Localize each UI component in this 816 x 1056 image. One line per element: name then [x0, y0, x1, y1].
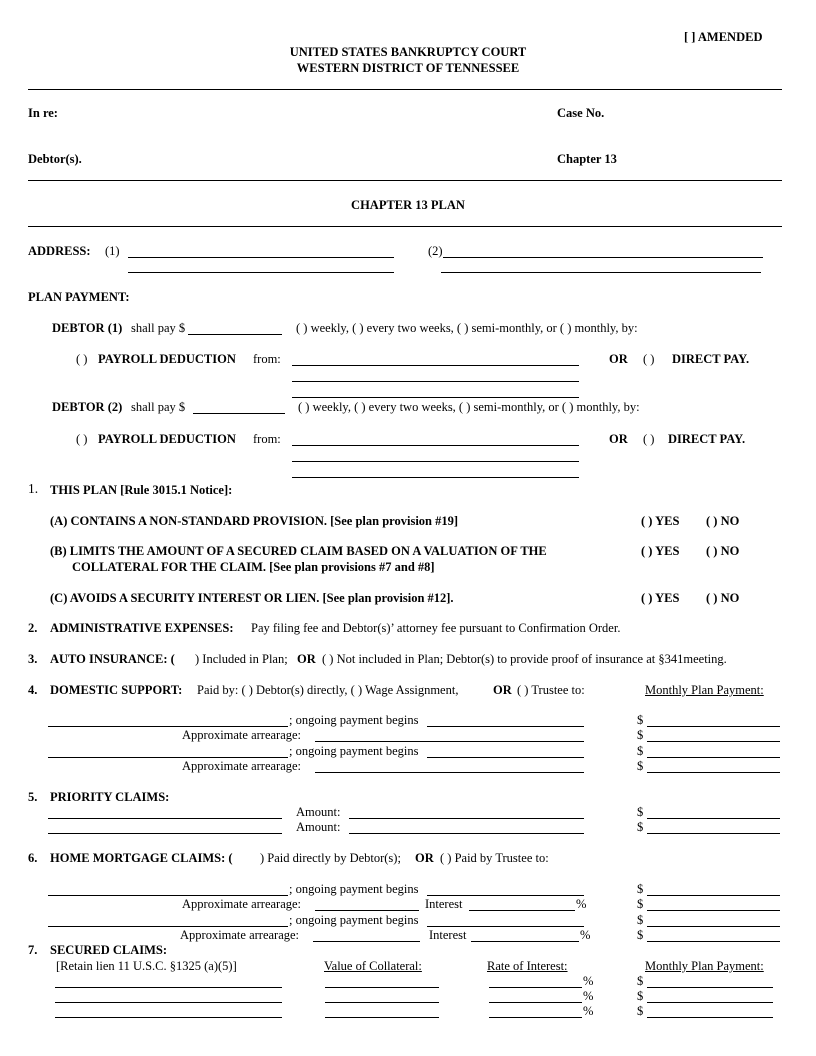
- debtor-2-frequency-options[interactable]: ( ) weekly, ( ) every two weeks, ( ) semi-monthly, or ( ) monthly, by:: [298, 400, 640, 414]
- section-2-number: 2.: [28, 621, 38, 635]
- address-1-line-1[interactable]: [128, 257, 394, 258]
- paid-directly-option[interactable]: ) Paid directly by Debtor(s);: [260, 851, 401, 865]
- provision-a-yes[interactable]: ( ) YES: [641, 514, 680, 528]
- debtor-2-shall-pay: shall pay $: [131, 400, 186, 414]
- or-label: OR: [609, 352, 628, 366]
- plan-payment-heading: PLAN PAYMENT:: [28, 290, 130, 304]
- section-4-title: DOMESTIC SUPPORT:: [50, 683, 183, 697]
- monthly-payment-field[interactable]: [647, 910, 780, 911]
- ongoing-date-field[interactable]: [427, 757, 584, 758]
- court-name: UNITED STATES BANKRUPTCY COURT: [289, 45, 527, 59]
- section-3-number: 3.: [28, 652, 38, 666]
- arrearage-label: Approximate arrearage:: [182, 759, 302, 773]
- percent-sign: %: [580, 928, 591, 942]
- monthly-plan-payment-header: Monthly Plan Payment:: [645, 683, 764, 697]
- employer-line[interactable]: [292, 381, 579, 382]
- monthly-payment-field[interactable]: [647, 741, 780, 742]
- trustee-to-option[interactable]: ( ) Trustee to:: [517, 683, 585, 697]
- debtor-1-payroll-checkbox[interactable]: ( ): [76, 352, 88, 366]
- collateral-value-field[interactable]: [325, 987, 439, 988]
- provision-c: (C) AVOIDS A SECURITY INTEREST OR LIEN. [See plan provision #12].: [50, 591, 454, 605]
- provision-c-yes[interactable]: ( ) YES: [641, 591, 680, 605]
- or-label: OR: [297, 652, 316, 666]
- direct-pay-label: DIRECT PAY.: [668, 432, 746, 446]
- section-2-text: Pay filing fee and Debtor(s)’ attorney fee pursuant to Confirmation Order.: [251, 621, 621, 635]
- debtor-1-label: DEBTOR (1): [52, 321, 123, 335]
- chapter-label: Chapter 13: [557, 152, 617, 166]
- priority-creditor-field[interactable]: [48, 833, 282, 834]
- monthly-payment-field[interactable]: [647, 833, 780, 834]
- payroll-deduction-label: PAYROLL DEDUCTION: [98, 352, 236, 366]
- monthly-payment-field[interactable]: [647, 818, 780, 819]
- monthly-payment-field[interactable]: [647, 941, 780, 942]
- collateral-value-field[interactable]: [325, 1002, 439, 1003]
- section-5-title: PRIORITY CLAIMS:: [50, 790, 170, 804]
- or-label: OR: [493, 683, 512, 697]
- address-2-line-1[interactable]: [443, 257, 763, 258]
- amended-checkbox[interactable]: [ ] AMENDED: [684, 30, 763, 44]
- monthly-payment-field[interactable]: [647, 757, 780, 758]
- address-label: ADDRESS:: [28, 244, 91, 258]
- percent-sign: %: [583, 974, 594, 988]
- ongoing-label: ; ongoing payment begins: [289, 882, 419, 896]
- provision-a: (A) CONTAINS A NON-STANDARD PROVISION. [See plan provision #19]: [50, 514, 459, 528]
- mortgage-creditor-field[interactable]: [48, 926, 288, 927]
- section-7-number: 7.: [28, 943, 38, 957]
- address-2-line-2[interactable]: [441, 272, 761, 273]
- amount-label: Amount:: [296, 805, 341, 819]
- mortgage-creditor-field[interactable]: [48, 895, 288, 896]
- dollar-sign: $: [637, 1004, 644, 1018]
- dollar-sign: $: [637, 897, 644, 911]
- provision-b-line-2: COLLATERAL FOR THE CLAIM. [See plan provisions #7 and #8]: [72, 560, 435, 574]
- provision-b-line-1: (B) LIMITS THE AMOUNT OF A SECURED CLAIM BASED ON A VALUATION OF THE: [50, 544, 547, 558]
- employer-line[interactable]: [292, 445, 579, 446]
- dollar-sign: $: [637, 713, 644, 727]
- provision-a-no[interactable]: ( ) NO: [706, 514, 740, 528]
- arrearage-label: Approximate arrearage:: [182, 728, 302, 742]
- recipient-field[interactable]: [48, 726, 288, 727]
- address-1-line-2[interactable]: [128, 272, 394, 273]
- secured-creditor-field[interactable]: [55, 987, 282, 988]
- retain-lien-note: [Retain lien 11 U.S.C. §1325 (a)(5)]: [56, 959, 237, 973]
- section-1-title: THIS PLAN [Rule 3015.1 Notice]:: [50, 483, 233, 497]
- section-5-number: 5.: [28, 790, 38, 804]
- monthly-payment-field[interactable]: [647, 926, 780, 927]
- secured-creditor-field[interactable]: [55, 1017, 282, 1018]
- from-label: from:: [253, 432, 281, 446]
- monthly-payment-field[interactable]: [647, 987, 773, 988]
- provision-b-no[interactable]: ( ) NO: [706, 544, 740, 558]
- district-name: WESTERN DISTRICT OF TENNESSEE: [296, 61, 520, 75]
- dollar-sign: $: [637, 913, 644, 927]
- employer-line[interactable]: [292, 477, 579, 478]
- in-re-label: In re:: [28, 106, 58, 120]
- value-of-collateral-header: Value of Collateral:: [324, 959, 422, 973]
- interest-field[interactable]: [469, 910, 575, 911]
- interest-field[interactable]: [471, 941, 579, 942]
- ongoing-date-field[interactable]: [427, 895, 584, 896]
- section-1-number: 1.: [28, 481, 39, 496]
- divider: [28, 180, 782, 181]
- dollar-sign: $: [637, 728, 644, 742]
- provision-b-yes[interactable]: ( ) YES: [641, 544, 680, 558]
- debtor-2-payroll-checkbox[interactable]: ( ): [76, 432, 88, 446]
- monthly-payment-field[interactable]: [647, 1002, 773, 1003]
- section-7-title: SECURED CLAIMS:: [50, 943, 168, 957]
- address-1-label: (1): [105, 244, 120, 258]
- section-3-title: AUTO INSURANCE: (: [50, 652, 175, 666]
- interest-label: Interest: [425, 897, 463, 911]
- section-4-number: 4.: [28, 683, 38, 697]
- from-label: from:: [253, 352, 281, 366]
- priority-amount-field[interactable]: [349, 818, 584, 819]
- direct-pay-label: DIRECT PAY.: [672, 352, 750, 366]
- monthly-payment-field[interactable]: [647, 726, 780, 727]
- interest-rate-field[interactable]: [489, 1002, 582, 1003]
- interest-label: Interest: [429, 928, 467, 942]
- employer-line[interactable]: [292, 461, 579, 462]
- debtor-2-label: DEBTOR (2): [52, 400, 123, 414]
- dollar-sign: $: [637, 928, 644, 942]
- secured-creditor-field[interactable]: [55, 1002, 282, 1003]
- priority-amount-field[interactable]: [349, 833, 584, 834]
- ongoing-label: ; ongoing payment begins: [289, 713, 419, 727]
- arrearage-field[interactable]: [315, 772, 584, 773]
- percent-sign: %: [576, 897, 587, 911]
- section-6-title: HOME MORTGAGE CLAIMS: (: [50, 851, 233, 865]
- paid-by-trustee-option[interactable]: ( ) Paid by Trustee to:: [440, 851, 549, 865]
- amount-label: Amount:: [296, 820, 341, 834]
- ongoing-date-field[interactable]: [427, 926, 584, 927]
- arrearage-field[interactable]: [315, 910, 419, 911]
- dollar-sign: $: [637, 820, 644, 834]
- percent-sign: %: [583, 989, 594, 1003]
- ongoing-label: ; ongoing payment begins: [289, 913, 419, 927]
- or-label: OR: [415, 851, 434, 865]
- monthly-plan-payment-header: Monthly Plan Payment:: [645, 959, 764, 973]
- debtor-1-shall-pay: shall pay $: [131, 321, 186, 335]
- monthly-payment-field[interactable]: [647, 772, 780, 773]
- arrearage-field[interactable]: [315, 741, 584, 742]
- collateral-value-field[interactable]: [325, 1017, 439, 1018]
- arrearage-field[interactable]: [313, 941, 420, 942]
- dollar-sign: $: [637, 759, 644, 773]
- payroll-deduction-label: PAYROLL DEDUCTION: [98, 432, 236, 446]
- or-label: OR: [609, 432, 628, 446]
- dollar-sign: $: [637, 882, 644, 896]
- address-2-label: (2): [428, 244, 443, 258]
- case-no-label: Case No.: [557, 106, 605, 120]
- ongoing-date-field[interactable]: [427, 726, 584, 727]
- arrearage-label: Approximate arrearage:: [180, 928, 300, 942]
- page-title: CHAPTER 13 PLAN: [351, 198, 465, 212]
- auto-insurance-not-included-option[interactable]: ( ) Not included in Plan; Debtor(s) to provide proof of insurance at §341meeting.: [322, 652, 727, 666]
- debtor-1-amount-field[interactable]: [188, 334, 282, 335]
- debtor-1-frequency-options[interactable]: ( ) weekly, ( ) every two weeks, ( ) semi-monthly, or ( ) monthly, by:: [296, 321, 638, 335]
- rate-of-interest-header: Rate of Interest:: [487, 959, 568, 973]
- ongoing-label: ; ongoing payment begins: [289, 744, 419, 758]
- section-6-number: 6.: [28, 851, 38, 865]
- debtor-2-amount-field[interactable]: [193, 413, 285, 414]
- arrearage-label: Approximate arrearage:: [182, 897, 302, 911]
- employer-line[interactable]: [292, 365, 579, 366]
- dollar-sign: $: [637, 989, 644, 1003]
- interest-rate-field[interactable]: [489, 987, 582, 988]
- debtor-2-direct-pay-checkbox[interactable]: ( ): [643, 432, 655, 446]
- monthly-payment-field[interactable]: [647, 1017, 773, 1018]
- dollar-sign: $: [637, 744, 644, 758]
- percent-sign: %: [583, 1004, 594, 1018]
- domestic-support-paid-by-options[interactable]: Paid by: ( ) Debtor(s) directly, ( ) Wage Assignment,: [197, 683, 459, 697]
- divider: [28, 226, 782, 227]
- divider: [28, 89, 782, 90]
- dollar-sign: $: [637, 974, 644, 988]
- monthly-payment-field[interactable]: [647, 895, 780, 896]
- provision-c-no[interactable]: ( ) NO: [706, 591, 740, 605]
- auto-insurance-included-option[interactable]: ) Included in Plan;: [195, 652, 288, 666]
- debtors-label: Debtor(s).: [28, 152, 82, 166]
- interest-rate-field[interactable]: [489, 1017, 582, 1018]
- section-2-title: ADMINISTRATIVE EXPENSES:: [50, 621, 234, 635]
- debtor-1-direct-pay-checkbox[interactable]: ( ): [643, 352, 655, 366]
- recipient-field[interactable]: [48, 757, 288, 758]
- priority-creditor-field[interactable]: [48, 818, 282, 819]
- dollar-sign: $: [637, 805, 644, 819]
- employer-line[interactable]: [292, 397, 579, 398]
